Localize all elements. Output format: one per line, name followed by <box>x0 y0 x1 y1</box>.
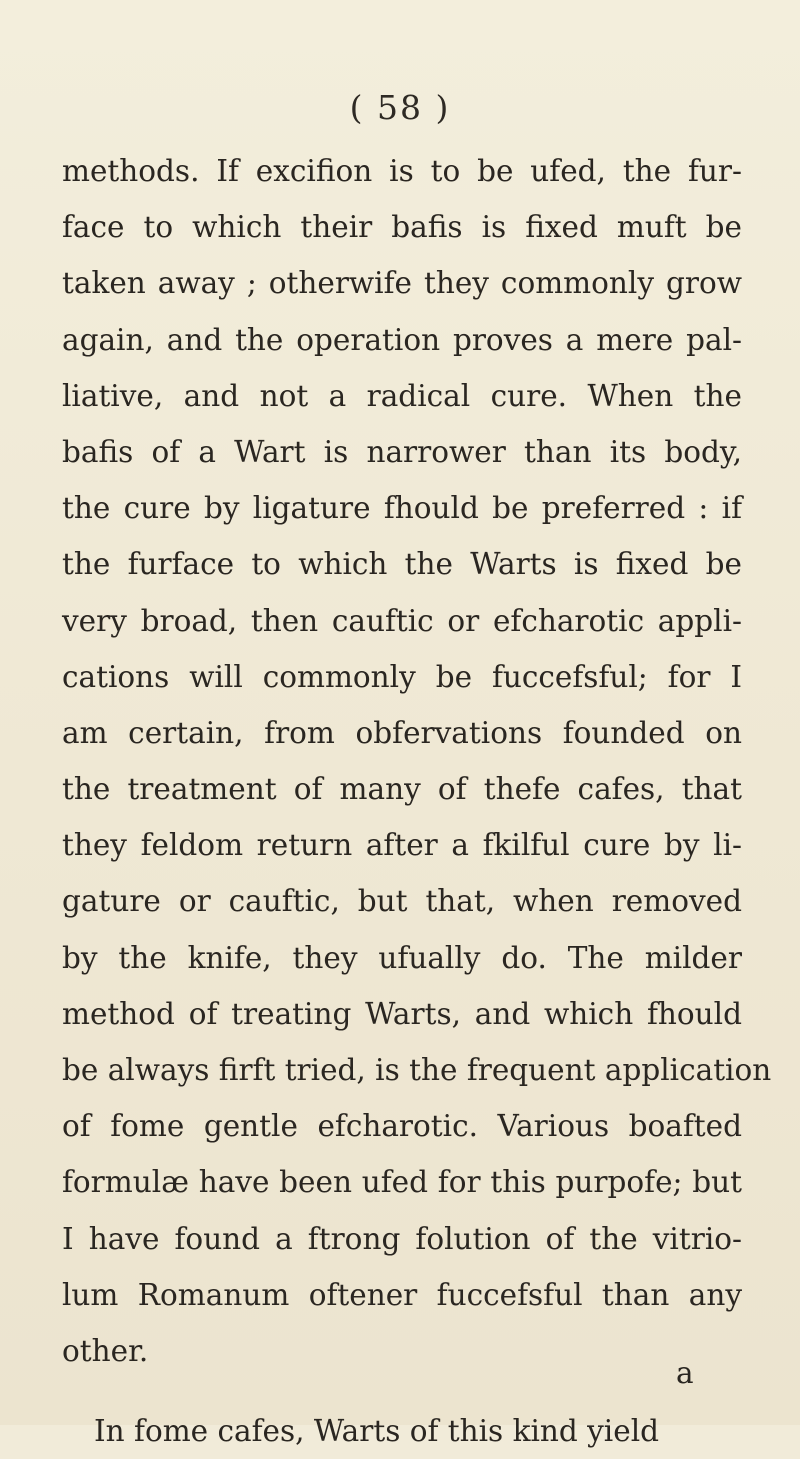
paragraph <box>62 1403 742 1459</box>
text-line: am certain, from obfervations founded on <box>62 715 742 750</box>
text-line: they feldom return after a fkilful cure by li- <box>62 828 742 863</box>
page-number: ( 58 ) <box>349 88 451 127</box>
body-text <box>62 143 772 1459</box>
text-line: again, and the operation proves a mere pal- <box>62 322 742 357</box>
text-line: of fome gentle efcharotic. Various boafted <box>62 1109 742 1144</box>
text-line: the furface to which the Warts is fixed be <box>62 547 742 582</box>
paragraph-gap <box>62 1379 742 1403</box>
text-line: face to which their bafis is fixed muft be <box>62 210 742 245</box>
text-line: formulæ have been ufed for this purpofe; but <box>62 1165 742 1200</box>
text-line: I have found a ftrong folution of the vitrio- <box>62 1221 742 1256</box>
catchword: a <box>676 1356 694 1390</box>
text-line: the cure by ligature fhould be preferred : if <box>62 491 742 526</box>
text-line: lum Romanum oftener fuccefsful than any <box>62 1277 742 1312</box>
text-line: bafis of a Wart is narrower than its body, <box>62 434 742 469</box>
paragraph <box>62 143 772 1379</box>
text-line: be always firft tried, is the frequent application <box>62 1053 772 1087</box>
text-line: liative, and not a radical cure. When the <box>62 378 742 413</box>
text-line: other. <box>62 1333 149 1368</box>
text-line: by the knife, they ufually do. The milder <box>62 940 742 975</box>
text-line: very broad, then cauftic or efcharotic appli- <box>62 603 742 638</box>
text-line: gature or cauftic, but that, when removed <box>62 884 742 919</box>
text-line: cations will commonly be fuccefsful; for I <box>62 659 742 694</box>
text-line: the treatment of many of thefe cafes, that <box>62 772 742 807</box>
text-line: taken away ; otherwife they commonly grow <box>62 266 742 301</box>
text-line: In fome cafes, Warts of this kind yield <box>94 1414 660 1449</box>
text-line: methods. If excifion is to be ufed, the fur- <box>62 154 742 188</box>
text-line: method of treating Warts, and which fhould <box>62 996 742 1031</box>
